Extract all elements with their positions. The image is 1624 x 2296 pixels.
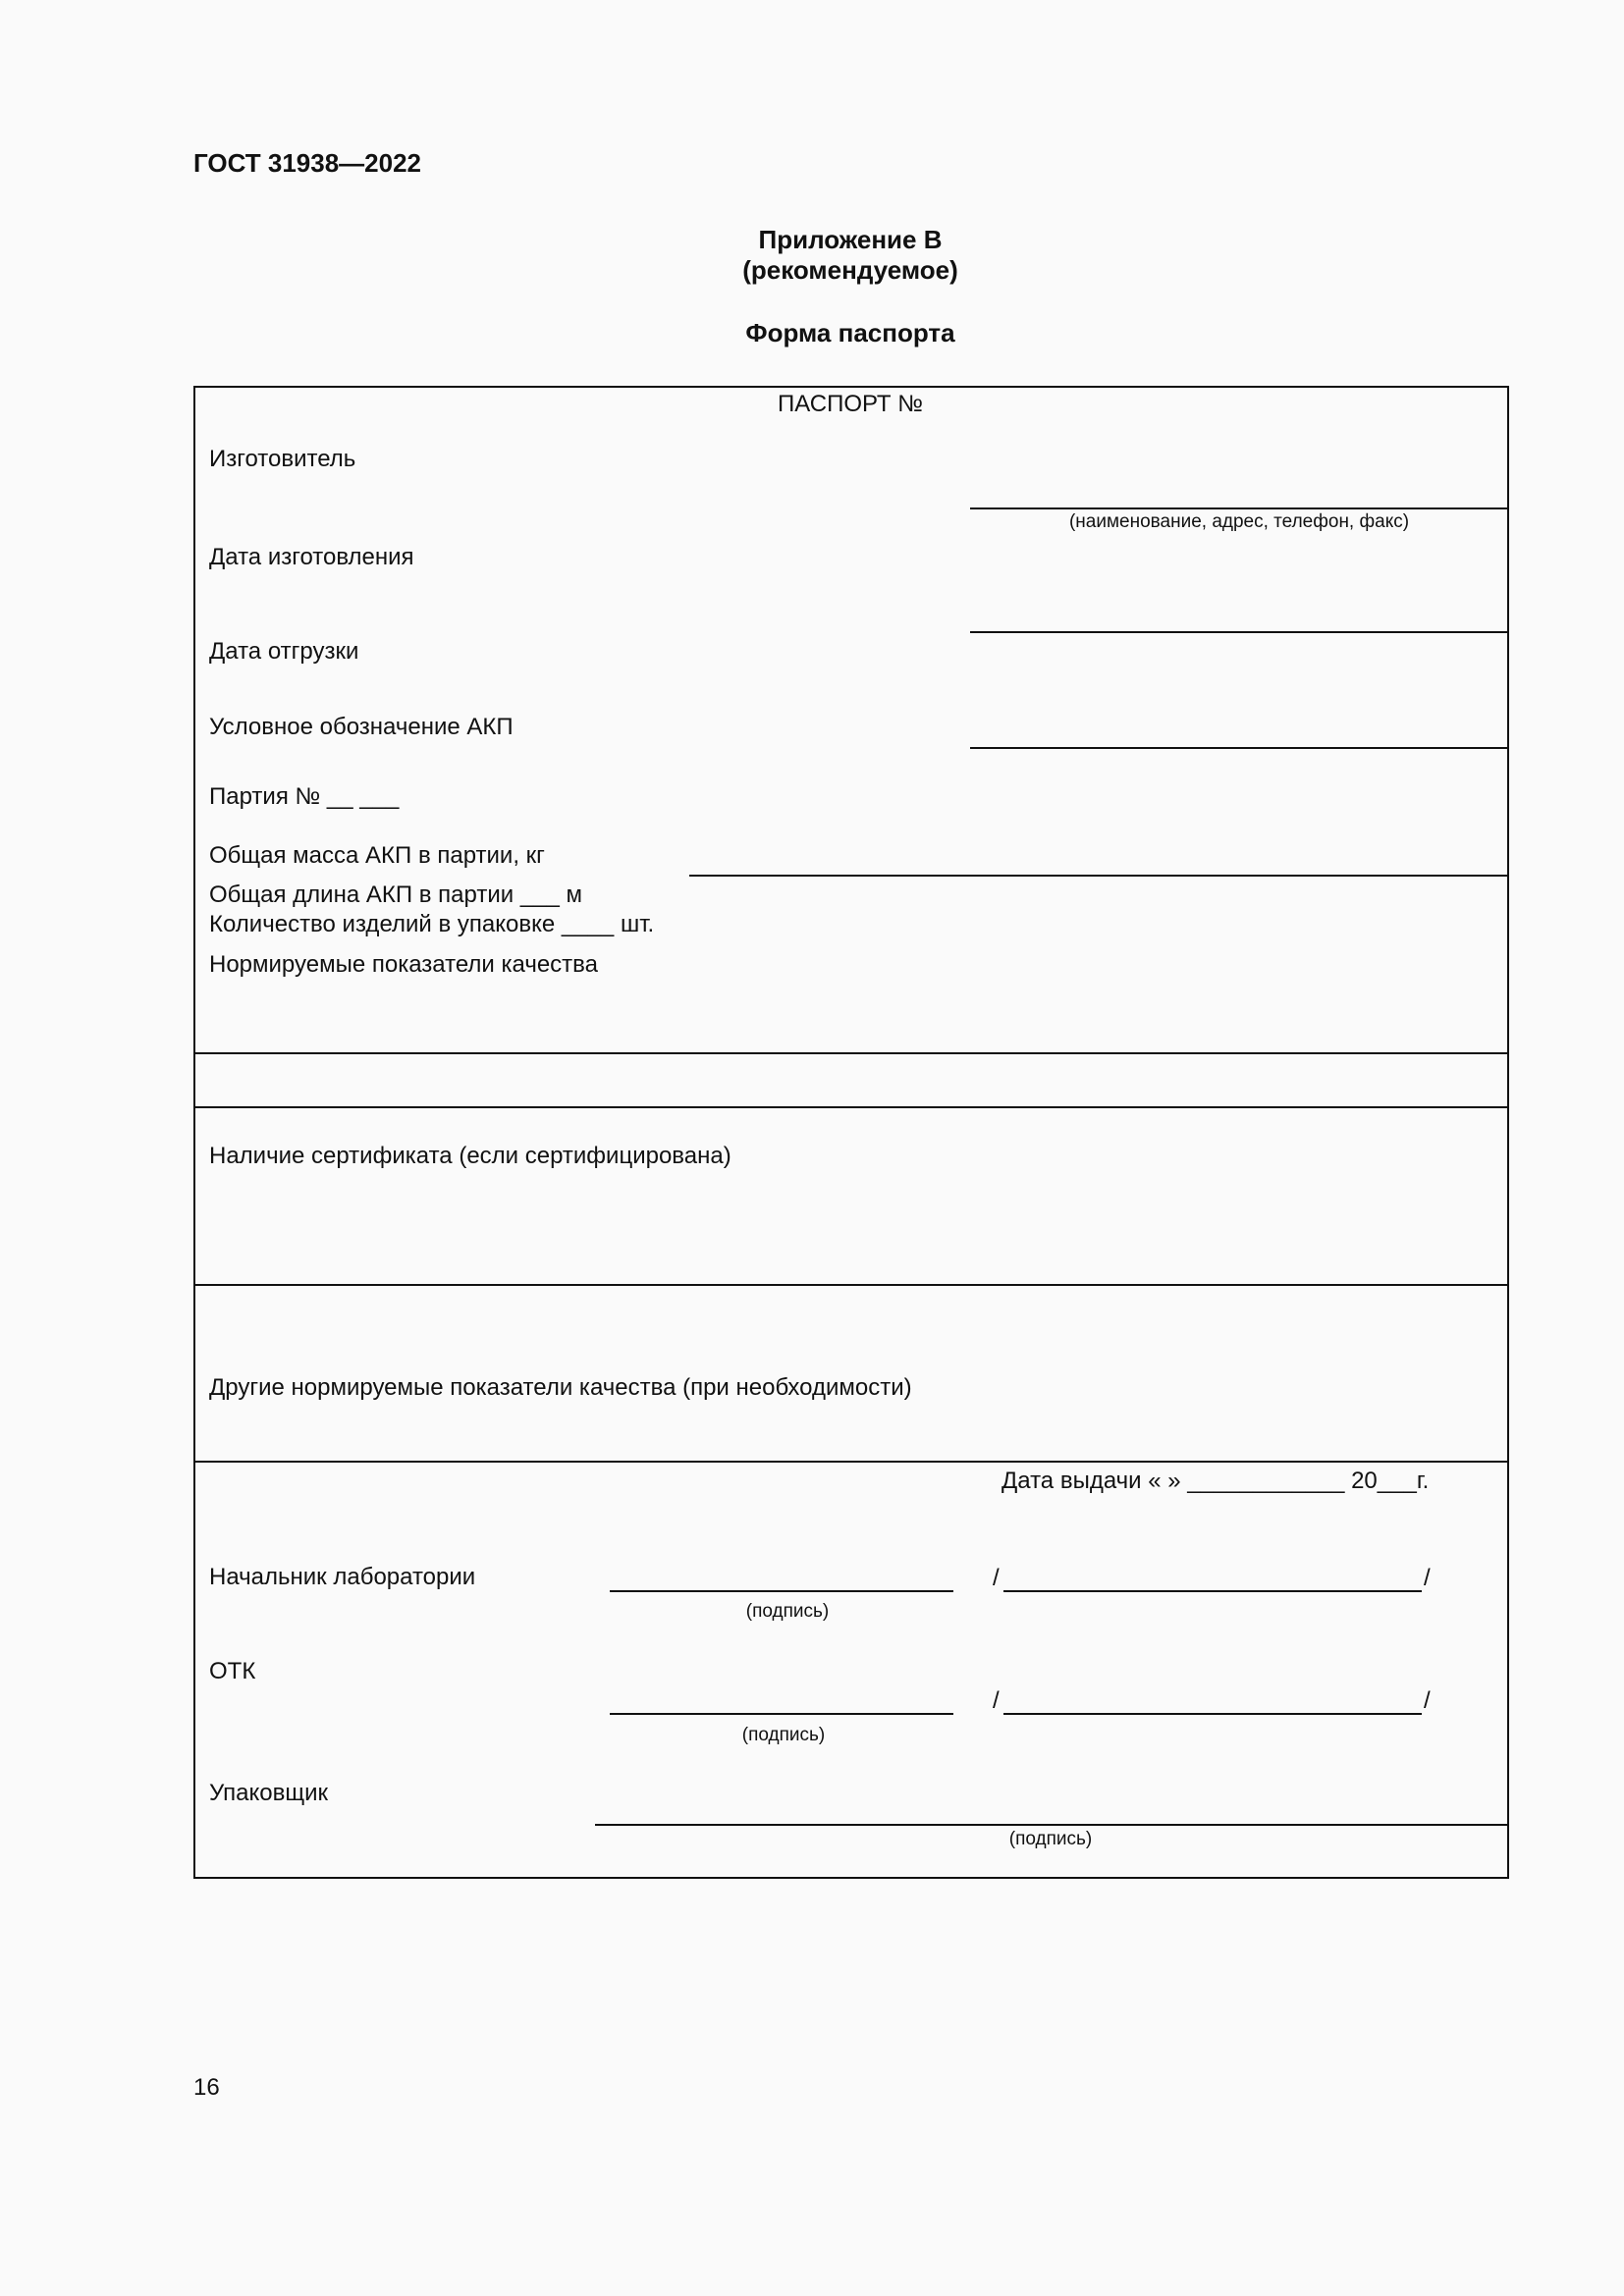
manufacturer-fill-line[interactable] bbox=[970, 507, 1507, 509]
issue-date-label: Дата выдачи « » ____________ 20___г. bbox=[1001, 1468, 1430, 1494]
qc-signature-hint: (подпись) bbox=[741, 1725, 826, 1745]
lab-head-signature-line[interactable] bbox=[610, 1590, 953, 1592]
packer-label: Упаковщик bbox=[209, 1780, 329, 1806]
manufacturer-label: Изготовитель bbox=[209, 446, 356, 472]
page-number: 16 bbox=[193, 2074, 220, 2101]
designation-fill-line[interactable] bbox=[970, 747, 1507, 749]
lab-head-name-line[interactable] bbox=[1003, 1590, 1422, 1592]
annex-status: (рекомендуемое) bbox=[742, 255, 958, 285]
manufacture-date-label: Дата изготовления bbox=[209, 544, 414, 570]
manufacture-date-fill-line[interactable] bbox=[970, 631, 1507, 633]
form-title: Форма паспорта bbox=[745, 318, 955, 347]
row-divider bbox=[193, 1284, 1507, 1286]
qc-name-line[interactable] bbox=[1003, 1713, 1422, 1715]
quantity-label: Количество изделий в упаковке ____ шт. bbox=[209, 911, 655, 937]
passport-title: ПАСПОРТ № bbox=[778, 391, 923, 417]
lab-head-slash-start: / bbox=[993, 1565, 1000, 1591]
packer-signature-hint: (подпись) bbox=[1008, 1829, 1093, 1849]
total-mass-label: Общая масса АКП в партии, кг bbox=[209, 842, 545, 869]
lab-head-label: Начальник лаборатории bbox=[209, 1564, 476, 1590]
designation-label: Условное обозначение АКП bbox=[209, 714, 514, 740]
row-divider bbox=[193, 1461, 1507, 1463]
total-mass-fill-line[interactable] bbox=[689, 875, 1507, 877]
passport-form-frame bbox=[193, 386, 1509, 1879]
quality-label: Нормируемые показатели качества bbox=[209, 951, 598, 978]
row-divider bbox=[193, 1052, 1507, 1054]
lab-head-slash-end: / bbox=[1424, 1565, 1431, 1591]
annex-title: Приложение В bbox=[758, 225, 943, 254]
lab-head-signature-hint: (подпись) bbox=[745, 1601, 830, 1622]
packer-signature-line[interactable] bbox=[595, 1824, 1507, 1826]
qc-label: ОТК bbox=[209, 1658, 256, 1684]
qc-signature-line[interactable] bbox=[610, 1713, 953, 1715]
manufacturer-hint: (наименование, адрес, телефон, факс) bbox=[1068, 511, 1410, 532]
other-quality-label: Другие нормируемые показатели качества (при необходимости) bbox=[209, 1374, 912, 1401]
qc-slash-end: / bbox=[1424, 1687, 1431, 1714]
qc-slash-start: / bbox=[993, 1687, 1000, 1714]
batch-label: Партия № __ ___ bbox=[209, 783, 400, 810]
row-divider bbox=[193, 1106, 1507, 1108]
shipment-date-label: Дата отгрузки bbox=[209, 638, 359, 665]
total-length-label: Общая длина АКП в партии ___ м bbox=[209, 881, 583, 908]
certificate-label: Наличие сертификата (если сертифицирована) bbox=[209, 1143, 731, 1169]
standard-code: ГОСТ 31938—2022 bbox=[193, 148, 421, 178]
